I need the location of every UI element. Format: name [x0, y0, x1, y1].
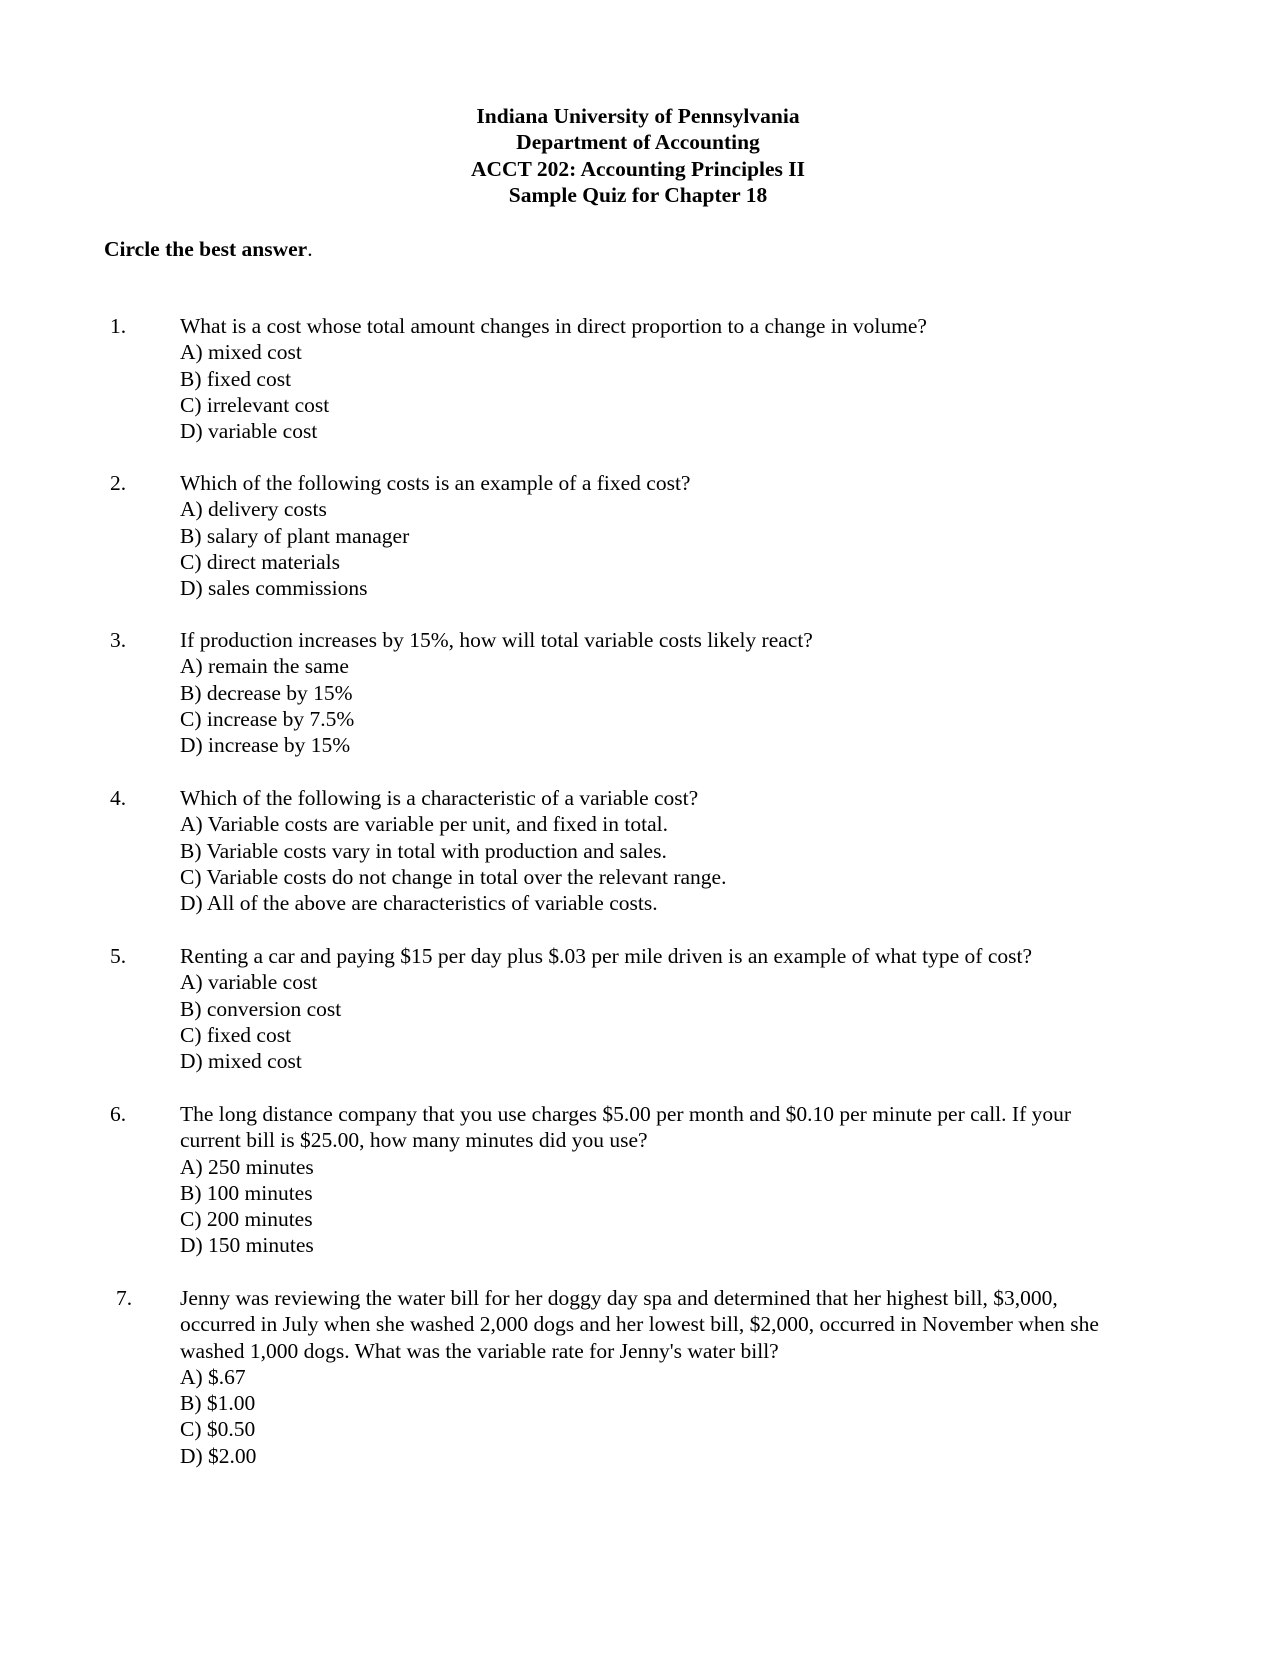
option-d: D) variable cost: [180, 419, 318, 444]
option-b: B) conversion cost: [180, 996, 342, 1021]
option-b: B) fixed cost: [180, 366, 292, 391]
option-a: A) remain the same: [180, 654, 349, 679]
option-c: C) $0.50: [180, 1417, 256, 1442]
question-text: If production increases by 15%, how will total variable costs likely react?: [180, 628, 813, 652]
option-d: D) All of the above are characteristics of variable costs.: [180, 891, 658, 916]
option-b: B) 100 minutes: [180, 1180, 313, 1205]
instructions: [104, 236, 313, 262]
question-number: 2.: [110, 471, 127, 495]
option-c: C) direct materials: [180, 549, 340, 574]
question-text-line-2: current bill is $25.00, how many minutes did you use?: [180, 1128, 648, 1153]
question-number: 3.: [110, 628, 127, 652]
department-name: Department of Accounting: [516, 130, 760, 155]
question-number: 7.: [116, 1286, 133, 1310]
question-number: 1.: [110, 314, 127, 338]
course-title: ACCT 202: Accounting Principles II: [470, 156, 806, 181]
option-b: B) salary of plant manager: [180, 523, 410, 548]
question-number: 6.: [110, 1102, 127, 1126]
option-a: A) $.67: [180, 1364, 246, 1389]
university-name: Indiana University of Pennsylvania: [476, 104, 800, 128]
option-a: A) Variable costs are variable per unit, and fixed in total.: [180, 812, 668, 837]
quiz-title: Sample Quiz for Chapter 18: [508, 183, 768, 208]
option-c: C) increase by 7.5%: [180, 706, 355, 731]
option-d: D) sales commissions: [180, 576, 368, 601]
option-a: A) mixed cost: [180, 340, 302, 365]
option-d: D) increase by 15%: [180, 733, 351, 758]
option-c: C) 200 minutes: [180, 1207, 313, 1232]
option-b: B) Variable costs vary in total with production and sales.: [180, 838, 667, 863]
option-c: C) fixed cost: [180, 1022, 292, 1047]
option-c: C) Variable costs do not change in total over the relevant range.: [180, 864, 727, 889]
question-number: 5.: [110, 944, 127, 968]
question-text-line-3: washed 1,000 dogs. What was the variable rate for Jenny's water bill?: [180, 1338, 779, 1363]
question-text: Renting a car and paying $15 per day plus $.03 per mile driven is an example of what type of cost?: [180, 944, 1032, 968]
option-a: A) delivery costs: [180, 497, 327, 522]
question-text-line-1: Jenny was reviewing the water bill for her doggy day spa and determined that her highest bill, $3,000,: [180, 1286, 1058, 1310]
option-a: A) variable cost: [180, 970, 318, 995]
question-text-line-1: The long distance company that you use charges $5.00 per month and $0.10 per minute per call. If your: [180, 1102, 1072, 1126]
instruction-text: Circle the best answer: [104, 237, 308, 261]
option-d: D) mixed cost: [180, 1049, 302, 1074]
question-text: Which of the following costs is an example of a fixed cost?: [180, 471, 691, 495]
option-d: D) $2.00: [180, 1443, 257, 1468]
question-number: 4.: [110, 786, 127, 810]
option-b: B) decrease by 15%: [180, 680, 353, 705]
option-a: A) 250 minutes: [180, 1154, 314, 1179]
question-text: What is a cost whose total amount changes in direct proportion to a change in volume?: [180, 314, 927, 338]
option-d: D) 150 minutes: [180, 1233, 314, 1258]
question-text-line-2: occurred in July when she washed 2,000 dogs and her lowest bill, $2,000, occurred in November when she: [180, 1312, 1099, 1337]
instruction-period: .: [307, 237, 313, 261]
option-c: C) irrelevant cost: [180, 392, 330, 417]
question-text: Which of the following is a characteristic of a variable cost?: [180, 786, 699, 810]
document-header: [0, 103, 1276, 209]
option-b: B) $1.00: [180, 1391, 256, 1416]
